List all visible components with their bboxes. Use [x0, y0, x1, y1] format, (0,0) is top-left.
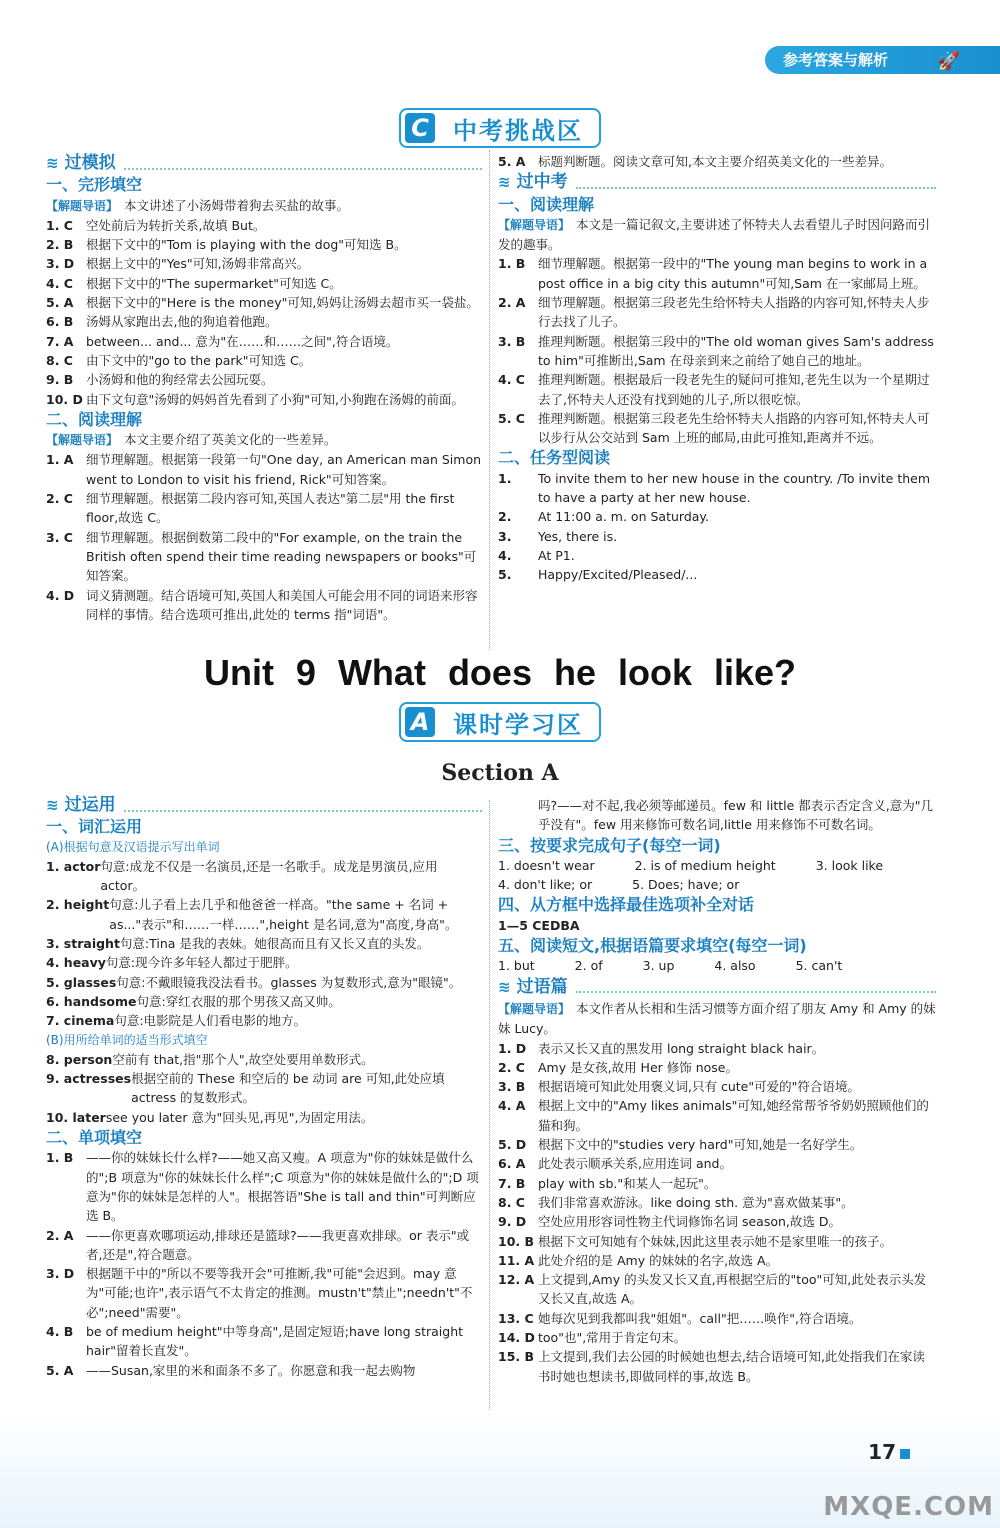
passage-guide [498, 999, 936, 1039]
unit-title: Unit 9 What does he look like? [203, 652, 797, 693]
item-number: 12. A [498, 1272, 535, 1288]
item-text: 句意:儿子看上去几乎和他爸爸一样高。"the same + 名词 + as..."表示"和……一样……",height 是名词,意为"高度,身高"。 [109, 897, 458, 932]
item-text: 句意:成龙不仅是一名演员,还是一名歌手。成龙是男演员,应用 actor。 [100, 858, 438, 894]
section-title: 过模拟 [64, 153, 116, 173]
right-column-bottom [498, 796, 936, 1386]
vocab-a-list [46, 857, 482, 1031]
guide-text: 本文是一篇记叙文,主要讲述了怀特夫人去看望儿子时因问路而引发的趣事。 [498, 216, 930, 253]
list-item [46, 1069, 482, 1108]
item-number: 10. B [498, 1233, 535, 1249]
item-text: 由下文句意"汤姆的妈妈首先看到了小狗"可知,小狗跑在汤姆的前面。 [86, 391, 464, 407]
item-text: 根据上文中的"Yes"可知,汤姆非常高兴。 [86, 256, 310, 272]
item-text: 句意:不戴眼镜我没法看书。glasses 为复数形式,意为"眼镜"。 [116, 974, 462, 990]
list-item [498, 1058, 936, 1077]
list-item [498, 293, 936, 332]
item-text: 推理判断题。根据最后一段老先生的疑问可推知,老先生以为一个星期过去了,怀特夫人还没有找到她的儿子,所以很吃惊。 [538, 372, 930, 407]
list-item [498, 1193, 936, 1212]
item-text: play with sb."和某人一起玩"。 [538, 1175, 717, 1191]
list-item [46, 934, 482, 953]
answer-cell: 2. is of medium height [634, 857, 776, 873]
section-divider [576, 981, 936, 993]
list-item [498, 1135, 936, 1154]
reading-answer-list [498, 254, 936, 447]
list-item [46, 332, 482, 351]
list-item [46, 586, 482, 625]
vocab-b-list [46, 1050, 482, 1127]
list-item [498, 1096, 936, 1135]
list-item [498, 469, 936, 508]
item-number: 9. D [498, 1214, 527, 1230]
item-text: 她每次见到我都叫我"姐姐"。call"把……唤作",符合语境。 [538, 1310, 862, 1326]
section-guo-yunyong [46, 796, 482, 815]
dialogue-heading: 四、从方框中选择最佳选项补全对话 [498, 895, 755, 915]
sentence-answers-row2 [498, 875, 936, 894]
list-item [46, 235, 482, 254]
item-text: 细节理解题。根据倒数第二段中的"For example, on the train the British often spend their time reading newspapers or books"可知答案。 [86, 529, 477, 584]
list-item [46, 1322, 482, 1361]
item-text: 细节理解题。根据第一段第一句"One day, an American man Simon went to London to visit his friend, Rick"可知答案。 [86, 452, 482, 487]
item-number: 8. C [46, 352, 73, 368]
list-item [498, 1270, 936, 1309]
right-column-top [498, 152, 936, 585]
item-number: 5. A [498, 154, 526, 169]
column-divider-top [489, 150, 491, 650]
guide-text: 本文讲述了小汤姆带着狗去买盐的故事。 [124, 197, 350, 213]
item-text: 推理判断题。根据第三段中的"The old woman gives Sam's address to him"可推断出,Sam 在母亲到来之前给了她自己的地址。 [538, 333, 934, 368]
item-text: 此处表示顺承关系,应用连词 and。 [538, 1156, 732, 1172]
cloze-answer-list [46, 216, 482, 409]
item-number: 3. [498, 528, 512, 544]
item-number: 5. glasses [46, 974, 117, 990]
answer-cell: 4. don't like; or [498, 877, 593, 893]
watermark: MXQE.COM [823, 1492, 994, 1522]
list-item [46, 1361, 482, 1380]
section-title: 过运用 [64, 795, 116, 815]
answer-banner [765, 46, 1000, 74]
item-number: 10. D [46, 391, 83, 407]
vocab-subheading-b: (B)用所给单词的适当形式填空 [46, 1032, 208, 1047]
list-item [46, 1264, 482, 1322]
guide-label: 【解题导语】 [498, 1001, 571, 1016]
list-item [498, 507, 936, 526]
item-number: 4. A [498, 1098, 526, 1114]
list-item [498, 1232, 936, 1251]
list-item [498, 1328, 936, 1347]
item-number: 5. C [498, 410, 525, 426]
item-number: 2. height [46, 897, 110, 913]
item-number: 4. D [46, 587, 75, 603]
section-wave-icon: ≋ [498, 977, 511, 996]
rocket-icon: 🚀 [937, 51, 960, 72]
item-text: between... and... 意为"在……和……之间",符合语境。 [86, 333, 399, 349]
section-divider [124, 158, 482, 170]
item-text: be of medium height"中等身高",是固定短语;have long straight hair"留着长直发"。 [86, 1324, 464, 1359]
column-divider-bottom [489, 800, 491, 1410]
list-item [46, 528, 482, 586]
item-text: 此处介绍的是 Amy 的妹妹的名字,故选 A。 [538, 1252, 779, 1268]
task-answer-list [498, 469, 936, 585]
item-text: 根据语境可知此处用褒义词,只有 cute"可爱的"符合语境。 [538, 1079, 860, 1095]
list-item [498, 527, 936, 546]
list-item [46, 1011, 482, 1030]
item-number: 3. D [46, 256, 75, 272]
item-number: 3. B [498, 333, 526, 349]
list-item [46, 450, 482, 489]
item-text: At P1. [538, 547, 575, 563]
item-text: 细节理解题。根据第二段内容可知,英国人表达"第二层"用 the first floor,故选 C。 [86, 491, 455, 526]
item-number: 5. A [46, 295, 74, 311]
item-number: 5. [498, 567, 512, 583]
list-item [498, 254, 936, 293]
section-wave-icon: ≋ [498, 173, 511, 192]
passage-heading: 五、阅读短文,根据语篇要求填空(每空一词) [498, 936, 807, 956]
item-number: 1. D [498, 1040, 527, 1056]
list-item [498, 1154, 936, 1173]
item-text: 根据题干中的"所以不要等我开会"可推断,我"可能"会迟到。may 意为"可能;也许",表示语气不太肯定的推测。mustn't"禁止";needn't"不必";need"需要"。 [86, 1266, 473, 1320]
item-number: 3. C [46, 529, 73, 545]
item-number: 8. person [46, 1051, 113, 1067]
item-number: 4. C [498, 372, 525, 388]
item-text: 空处前后为转折关系,故填 But。 [86, 217, 266, 233]
item-text: 句意:Tina 是我的表妹。她很高而且有又长又直的头发。 [119, 936, 430, 952]
item-number: 3. D [46, 1266, 75, 1282]
item-number: 1. B [498, 256, 526, 272]
zone-c-letter: C [405, 113, 435, 143]
item-number: 5. D [498, 1137, 527, 1153]
item-number: 1. A [46, 452, 74, 468]
item-text: Amy 是女孩,故用 Her 修饰 nose。 [538, 1059, 738, 1075]
item-number: 11. A [498, 1252, 535, 1268]
section-title: 过中考 [516, 172, 568, 193]
left-column-bottom [46, 794, 482, 1380]
item-text: 根据空前的 These 和空后的 be 动词 are 可知,此处应填 actress 的复数形式。 [131, 1071, 445, 1106]
sentence-answers-row1 [498, 856, 936, 875]
list-item [46, 973, 482, 992]
item-text: 推理判断题。根据第三段老先生给怀特夫人指路的内容可知,怀特夫人可以步行从公交站到 Sam 上班的邮局,由此可推知,距离并不远。 [538, 410, 930, 446]
reading-guide [46, 430, 482, 450]
list-item [498, 1347, 936, 1386]
item-text: 我们非常喜欢游泳。like doing sth. 意为"喜欢做某事"。 [538, 1194, 854, 1210]
zone-a-header [399, 702, 601, 742]
item-text: 上文提到,Amy 的头发又长又直,再根据空后的"too"可知,此处表示头发又长又直,故选 A。 [538, 1272, 927, 1307]
answer-cell: 1. doesn't wear [498, 857, 595, 873]
list-item [46, 953, 482, 972]
item-number: 1. C [46, 217, 73, 233]
item-text: ——你的妹妹长什么样?——她又高又瘦。A 项意为"你的妹妹是做什么的";B 项意为"你的妹妹长什么样";C 项意为"你的妹妹是做什么的";D 项意为"你的妹妹是怎样的人"。根据答语"She is tall and thin"可判断应选 B。 [86, 1150, 479, 1224]
sentence-heading: 三、按要求完成句子(每空一词) [498, 835, 721, 855]
section-wave-icon: ≋ [46, 796, 59, 814]
item-number: 1. [498, 470, 512, 486]
item-text: 空处应用形容词性物主代词修饰名词 season,故选 D。 [538, 1214, 841, 1230]
item-number: 9. B [46, 372, 74, 388]
item-text: ——Susan,家里的米和面条不多了。你愿意和我一起去购物 [86, 1362, 416, 1378]
list-item [46, 857, 482, 896]
continued-text: 吗?——对不起,我必须等邮递员。few 和 little 都表示否定含义,意为"几乎没有"。few 用来修饰可数名词,little 用来修饰不可数名词。 [538, 798, 933, 833]
list-item [46, 254, 482, 273]
choice-heading: 二、单项填空 [46, 1128, 143, 1148]
item-number: 8. C [498, 1194, 525, 1210]
item-number: 14. D [498, 1330, 535, 1346]
item-number: 4. [498, 547, 512, 563]
item-text: 细节理解题。根据第三段老先生给怀特夫人指路的内容可知,怀特夫人步行去找了儿子。 [538, 295, 930, 330]
list-item [46, 1108, 482, 1127]
item-text: At 11:00 a. m. on Saturday. [538, 509, 709, 525]
item-text: 根据下文中的"The supermarket"可知选 C。 [86, 275, 342, 291]
item-number: 6. A [498, 1156, 526, 1172]
list-item [498, 1309, 936, 1328]
list-item [498, 332, 936, 371]
list-item [498, 1077, 936, 1096]
left-column-top [46, 152, 482, 624]
item-text: 句意:电影院是人们看电影的地方。 [114, 1013, 307, 1029]
section-divider [124, 800, 482, 812]
answer-cell: 5. can't [795, 958, 843, 974]
item-number: 2. A [46, 1227, 74, 1243]
list-item [46, 274, 482, 293]
list-item [498, 409, 936, 448]
item-text: 根据下文中的"studies very hard"可知,她是一名好学生。 [538, 1137, 863, 1153]
guide-label: 【解题导语】 [46, 198, 119, 213]
item-number: 2. C [498, 1059, 525, 1075]
item-number: 2. A [498, 295, 526, 311]
section-wave-icon: ≋ [46, 154, 59, 172]
list-item [498, 152, 936, 171]
item-number: 4. heavy [46, 955, 106, 971]
item-number: 2. [498, 509, 512, 525]
list-item [498, 1039, 936, 1058]
list-item [46, 1050, 482, 1069]
item-text: 句意:现今许多年轻人都过于肥胖。 [105, 955, 298, 971]
item-number: 5. A [46, 1362, 74, 1378]
list-item [498, 546, 936, 565]
item-text: 词义猜测题。结合语境可知,英国人和美国人可能会用不同的词语来形容同样的事情。结合选项可推出,此处的 terms 指"词语"。 [86, 587, 478, 622]
passage-answers-row [498, 956, 936, 975]
answer-cell: 2. of [574, 958, 603, 974]
item-text: 由下文中的"go to the park"可知选 C。 [86, 352, 312, 368]
answer-cell: 4. also [714, 958, 756, 974]
list-item [46, 216, 482, 235]
banner-text: 参考答案与解析 [783, 51, 889, 69]
answer-cell: 5. Does; have; or [632, 877, 740, 893]
item-number: 4. B [46, 1324, 74, 1340]
guide-label: 【解题导语】 [498, 217, 571, 232]
passage-answer-list [498, 1039, 936, 1386]
cloze-guide [46, 196, 482, 216]
section-title-a: Section A [441, 760, 559, 786]
dialogue-answer: 1—5 CEDBA [498, 917, 580, 933]
zone-c-header [399, 108, 601, 148]
item-text: Happy/Excited/Pleased/... [538, 567, 698, 583]
guide-text: 本文主要介绍了英美文化的一些差异。 [124, 432, 337, 448]
item-number: 6. handsome [46, 993, 137, 1009]
item-number: 2. C [46, 491, 73, 507]
answer-cell: 3. up [642, 958, 675, 974]
list-item [46, 312, 482, 331]
item-number: 3. straight [46, 936, 120, 952]
answer-cell: 3. look like [815, 857, 884, 873]
item-text: 细节理解题。根据第一段中的"The young man begins to work in a post office in a big city this autumn"可知,Sam 在一家邮局上班。 [538, 256, 928, 291]
list-item [46, 351, 482, 370]
list-item [46, 1148, 482, 1225]
item-number: 13. C [498, 1310, 534, 1326]
list-item [46, 1226, 482, 1265]
item-text: 表示又长又直的黑发用 long straight black hair。 [538, 1040, 825, 1056]
list-item [46, 390, 482, 409]
list-item [498, 1174, 936, 1193]
item-text: 根据下文中的"Here is the money"可知,妈妈让汤姆去超市买一袋盐。 [86, 295, 479, 311]
guide-text: 本文作者从长相和生活习惯等方面介绍了朋友 Amy 和 Amy 的妹妹 Lucy。 [498, 1000, 936, 1037]
item-number: 10. later [46, 1109, 106, 1125]
item-text: 句意:穿红衣服的那个男孩又高又帅。 [136, 993, 341, 1009]
item-number: 7. B [498, 1175, 526, 1191]
item-number: 15. B [498, 1349, 535, 1365]
item-number: 9. actresses [46, 1071, 132, 1087]
zone-c-title: 中考挑战区 [453, 116, 583, 145]
item-text: 根据上文中的"Amy likes animals"可知,她经常帮爷爷奶奶照顾他们的猫和狗。 [538, 1098, 929, 1133]
task-heading: 二、任务型阅读 [498, 448, 611, 468]
list-item [46, 895, 482, 934]
item-text: 上文提到,我们去公园的时候她也想去,结合语境可知,此处指我们在家读书时她也想读书,即做同样的事,故选 B。 [538, 1349, 925, 1384]
item-number: 6. B [46, 314, 74, 330]
item-number: 7. cinema [46, 1013, 115, 1029]
item-number: 3. B [498, 1079, 526, 1095]
item-text: 根据下文中的"Tom is playing with the dog"可知选 B。 [86, 237, 407, 253]
item-text: see you later 意为"回头见,再见",为固定用法。 [105, 1109, 374, 1125]
reading-guide [498, 215, 936, 255]
item-text: To invite them to her new house in the country. /To invite them to have a party at her new house. [538, 470, 931, 506]
item-text: ——你更喜欢哪项运动,排球还是篮球?——我更喜欢排球。or 表示"或者,还是",符合题意。 [86, 1227, 470, 1262]
section-title: 过语篇 [516, 976, 568, 997]
section-guo-yupian [498, 978, 936, 997]
item-text: Yes, there is. [538, 528, 618, 544]
answer-cell: 1. but [498, 958, 535, 974]
zone-a-title: 课时学习区 [453, 710, 583, 739]
item-text: 标题判断题。阅读文章可知,本文主要介绍英美文化的一些差异。 [538, 154, 892, 169]
section-guo-zhongkao [498, 173, 936, 192]
list-item [498, 1212, 936, 1231]
item-number: 1. actor [46, 858, 101, 874]
reading-heading: 一、阅读理解 [498, 194, 595, 214]
vocab-heading: 一、词汇运用 [46, 817, 143, 837]
page-number [868, 1440, 910, 1464]
section-guo-moni [46, 154, 482, 173]
list-item [46, 370, 482, 389]
zone-a-letter: A [405, 707, 435, 737]
page-number-text: 17 [868, 1440, 896, 1464]
item-text: 空前有 that,指"那个人",故空处要用单数形式。 [112, 1051, 374, 1067]
list-item [498, 1251, 936, 1270]
item-number: 1. B [46, 1150, 74, 1166]
item-number: 7. A [46, 333, 74, 349]
item-number: 2. B [46, 237, 74, 253]
item-text: 汤姆从家跑出去,他的狗追着他跑。 [86, 314, 278, 330]
vocab-subheading-a: (A)根据句意及汉语提示写出单词 [46, 839, 220, 854]
section-divider [576, 177, 936, 189]
list-item [46, 293, 482, 312]
list-item [498, 370, 936, 409]
choice-answer-list [46, 1148, 482, 1380]
list-item [46, 489, 482, 528]
item-number: 4. C [46, 275, 73, 291]
list-item [498, 565, 936, 584]
cloze-heading: 一、完形填空 [46, 175, 143, 195]
item-text: 根据下文可知她有个妹妹,因此这里表示她不是家里唯一的孩子。 [538, 1233, 892, 1249]
reading-answer-list [46, 450, 482, 624]
guide-label: 【解题导语】 [46, 433, 119, 448]
reading-heading: 二、阅读理解 [46, 409, 143, 429]
item-text: 小汤姆和他的狗经常去公园玩耍。 [86, 372, 274, 388]
item-text: too"也",常用于肯定句末。 [538, 1330, 687, 1346]
list-item [46, 992, 482, 1011]
page-square-icon [900, 1449, 910, 1459]
